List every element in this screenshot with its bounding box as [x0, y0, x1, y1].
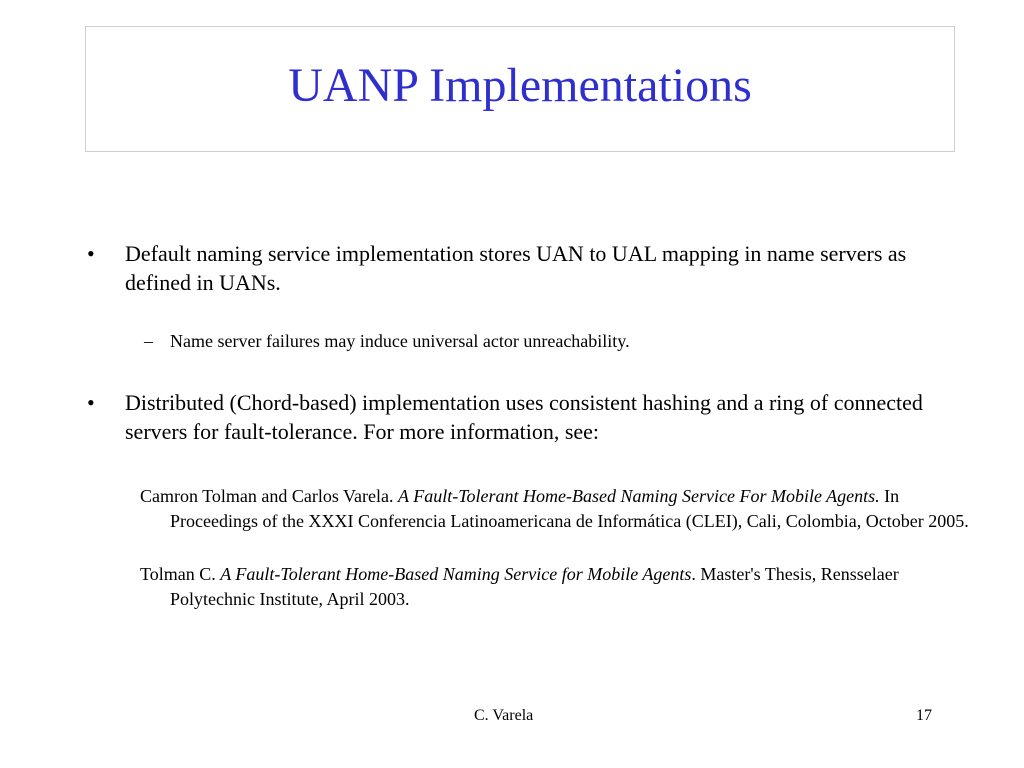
bullet-marker: •	[87, 241, 95, 266]
reference-details: In Proceedings of the XXXI Conferencia Latinoamericana de Informática (CLEI), Cali, Colombia, October 2005.	[170, 486, 969, 531]
reference-details: . Master's Thesis, Rensselaer Polytechnic Institute, April 2003.	[170, 564, 899, 609]
bullet-text: Distributed (Chord-based) implementation uses consistent hashing and a ring of connected servers for fault-tolerance. For more information, see:	[125, 390, 923, 444]
sub-bullet-item	[144, 329, 930, 353]
bullet-marker: •	[87, 390, 95, 415]
bullet-item	[87, 239, 945, 297]
bullet-text: Default naming service implementation stores UAN to UAL mapping in name servers as defined in UANs.	[125, 241, 907, 295]
page-number: 17	[916, 707, 932, 724]
reference-title: A Fault-Tolerant Home-Based Naming Service for Mobile Agents	[220, 564, 692, 584]
reference-item	[140, 484, 980, 534]
reference-authors: Camron Tolman and Carlos Varela.	[140, 486, 399, 506]
slide-title: UANP Implementations	[288, 58, 752, 112]
reference-item	[140, 562, 980, 612]
bullet-item	[87, 388, 945, 446]
sub-bullet-marker: –	[144, 331, 153, 351]
footer-author: C. Varela	[474, 707, 534, 724]
reference-authors: Tolman C.	[140, 564, 221, 584]
reference-title: A Fault-Tolerant Home-Based Naming Service For Mobile Agents.	[398, 486, 880, 506]
title-box	[85, 26, 955, 152]
sub-bullet-text: Name server failures may induce universal actor unreachability.	[170, 331, 630, 351]
